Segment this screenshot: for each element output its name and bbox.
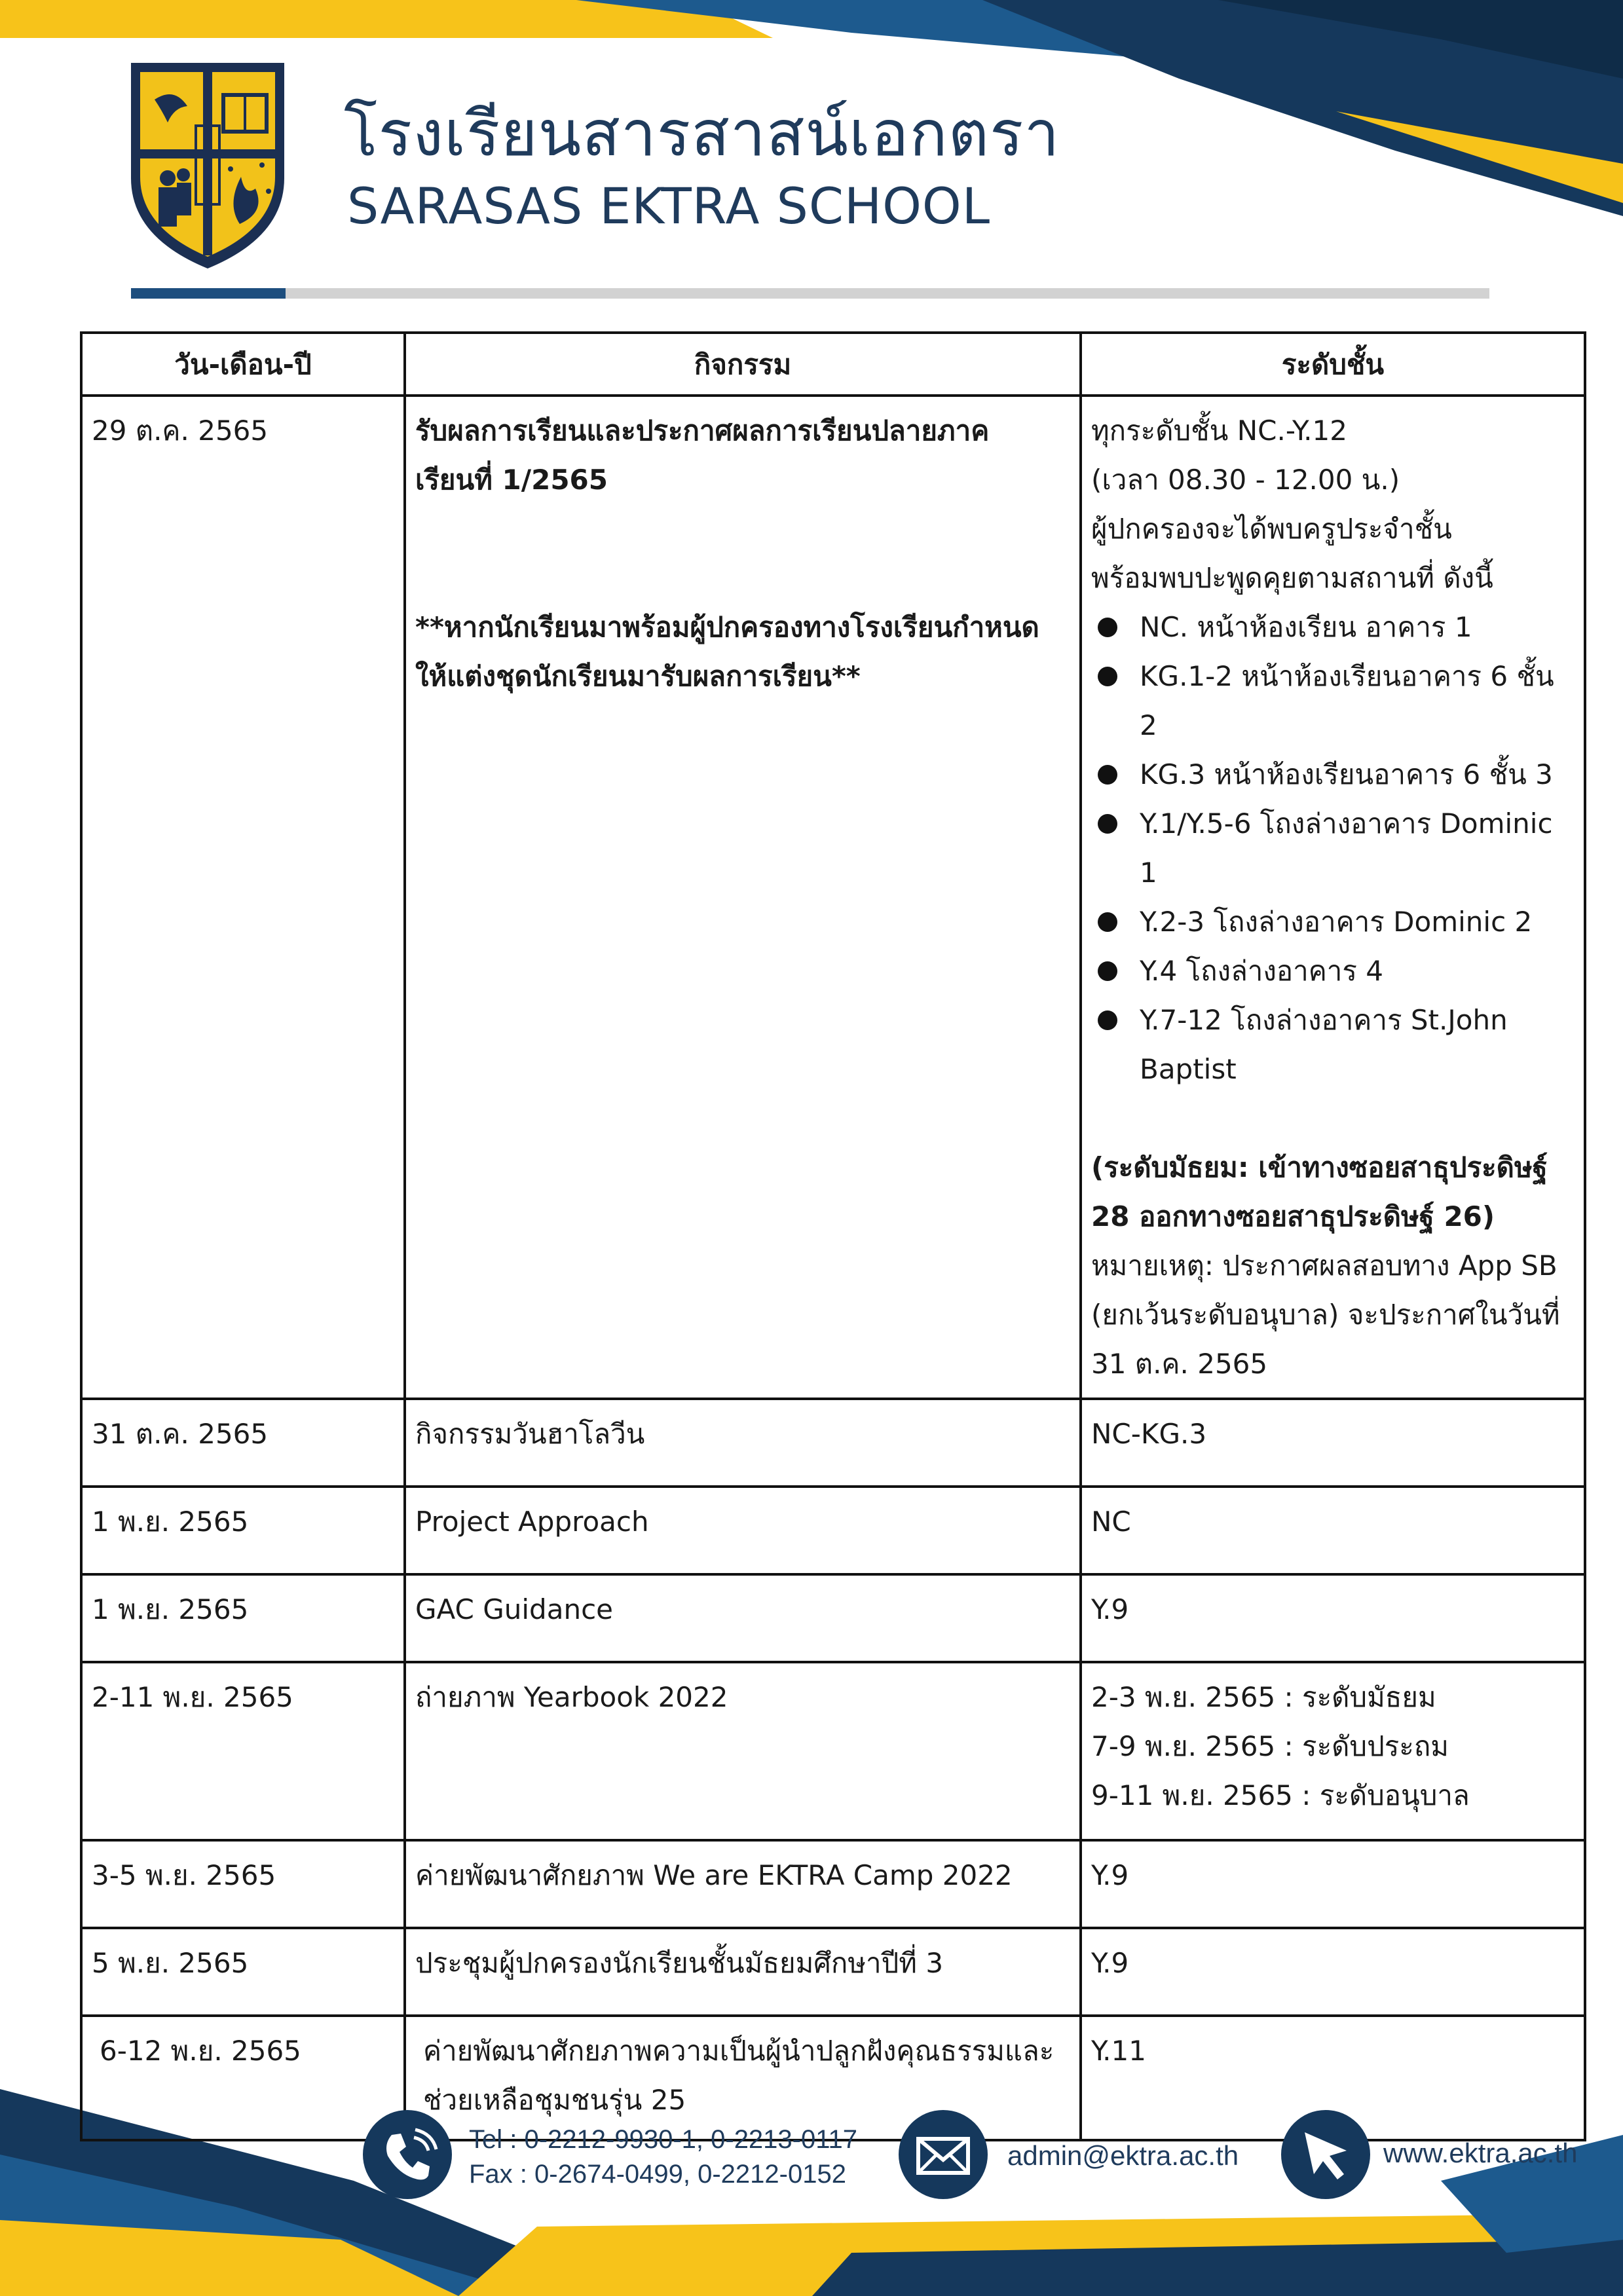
activity-cell: Project Approach [405, 1487, 1081, 1574]
place-text: KG.1-2 หน้าห้องเรียนอาคาร 6 ชั้น 2 [1140, 660, 1554, 741]
date-cell: 31 ต.ค. 2565 [81, 1399, 405, 1487]
dress-note-line-2: ให้แต่งชุดนักเรียนมารับผลการเรียน** [415, 660, 861, 692]
mail-icon [899, 2110, 988, 2199]
bullet-icon [1098, 618, 1117, 637]
level-cell: Y.11 [1081, 2016, 1585, 2140]
meeting-places-list [1091, 602, 1575, 1094]
level-line-1: 2-3 พ.ย. 2565 : ระดับมัธยม [1091, 1681, 1436, 1713]
level-line-3: 9-11 พ.ย. 2565 : ระดับอนุบาล [1091, 1779, 1470, 1811]
place-text: Y.1/Y.5-6 โถงล่างอาคาร Dominic 1 [1140, 807, 1553, 889]
place-text: Y.2-3 โถงล่างอาคาร Dominic 2 [1140, 906, 1533, 938]
table-header-row [81, 333, 1585, 396]
remark-line-1: หมายเหตุ: ประกาศผลสอบทาง App SB [1091, 1250, 1558, 1282]
table-row [81, 1662, 1585, 1840]
level-line-2: 7-9 พ.ย. 2565 : ระดับประถม [1091, 1730, 1449, 1762]
activity-line-2: ช่วยเหลือชุมชนรุ่น 25 [423, 2084, 686, 2116]
place-text: Y.7-12 โถงล่างอาคาร St.John [1140, 1004, 1508, 1036]
activity-cell: GAC Guidance [405, 1574, 1081, 1662]
list-item [1091, 897, 1575, 946]
place-text: Baptist [1140, 1053, 1237, 1085]
remark-line-3: 31 ต.ค. 2565 [1091, 1348, 1268, 1380]
table-row [81, 1487, 1585, 1574]
table-row [81, 396, 1585, 1399]
level-line-2: (เวลา 08.30 - 12.00 น.) [1091, 464, 1400, 496]
cursor-icon [1281, 2110, 1370, 2199]
list-item [1091, 995, 1575, 1045]
list-item [1091, 946, 1575, 995]
activity-title-line-2: เรียนที่ 1/2565 [415, 464, 608, 496]
place-text: Y.4 โถงล่างอาคาร 4 [1140, 955, 1384, 987]
school-crest-icon [128, 60, 287, 271]
level-cell: Y.9 [1081, 1928, 1585, 2016]
level-cell: Y.9 [1081, 1840, 1585, 1928]
dress-note-line-1: **หากนักเรียนมาพร้อมผู้ปกครองทางโรงเรียนกำหนด [415, 611, 1039, 643]
list-item [1091, 799, 1575, 897]
header-rule [286, 288, 1489, 299]
secondary-route-line-1: (ระดับมัธยม: เข้าทางซอยสาธุประดิษฐ์ [1091, 1151, 1548, 1183]
activity-cell: ค่ายพัฒนาศักยภาพ We are EKTRA Camp 2022 [405, 1840, 1081, 1928]
spacer [415, 504, 1070, 602]
list-item [1091, 602, 1575, 652]
bullet-icon [1098, 1010, 1117, 1030]
secondary-route-line-2: 28 ออกทางซอยสาธุประดิษฐ์ 26) [1091, 1200, 1495, 1232]
date-cell [81, 396, 405, 1399]
bullet-icon [1098, 961, 1117, 981]
remark-line-2: (ยกเว้นระดับอนุบาล) จะประกาศในวันที่ [1091, 1299, 1560, 1331]
level-cell [1081, 1662, 1585, 1840]
list-item [1091, 750, 1575, 799]
activity-title-line-1: รับผลการเรียนและประกาศผลการเรียนปลายภาค [415, 415, 990, 447]
date-text: 29 ต.ค. 2565 [92, 415, 269, 447]
column-header-level: ระดับชั้น [1081, 333, 1585, 396]
phone-icon [363, 2110, 452, 2199]
table-row [81, 1574, 1585, 1662]
date-cell: 3-5 พ.ย. 2565 [81, 1840, 405, 1928]
place-text: KG.3 หน้าห้องเรียนอาคาร 6 ชั้น 3 [1140, 758, 1553, 790]
table-row [81, 1928, 1585, 2016]
level-cell: NC-KG.3 [1081, 1399, 1585, 1487]
activity-cell: ถ่ายภาพ Yearbook 2022 [405, 1662, 1081, 1840]
column-header-activity: กิจกรรม [405, 333, 1081, 396]
footer-website[interactable]: www.ektra.ac.th [1383, 2138, 1578, 2168]
list-item-continued [1091, 1045, 1575, 1094]
date-cell: 1 พ.ย. 2565 [81, 1487, 405, 1574]
date-cell [81, 2016, 405, 2140]
level-line-3: ผู้ปกครองจะได้พบครูประจำชั้น [1091, 513, 1452, 545]
spacer [1091, 1094, 1575, 1143]
level-line-4: พร้อมพบปะพูดคุยตามสถานที่ ดังนี้ [1091, 562, 1493, 594]
place-text: NC. หน้าห้องเรียน อาคาร 1 [1140, 611, 1472, 643]
level-line-1: ทุกระดับชั้น NC.-Y.12 [1091, 415, 1347, 447]
school-name-english: SARASAS EKTRA SCHOOL [347, 177, 991, 235]
level-cell [1081, 396, 1585, 1399]
level-cell: Y.9 [1081, 1574, 1585, 1662]
table-row [81, 1399, 1585, 1487]
footer-tel: Tel : 0-2212-9930-1, 0-2213-0117 [469, 2125, 858, 2154]
list-item [1091, 652, 1575, 750]
table-row [81, 1840, 1585, 1928]
activity-schedule-table [80, 331, 1586, 2141]
header-rule-accent [131, 288, 286, 299]
footer-email[interactable]: admin@ektra.ac.th [1007, 2140, 1239, 2171]
bullet-icon [1098, 912, 1117, 932]
column-header-date: วัน-เดือน-ปี [81, 333, 405, 396]
date-cell: 1 พ.ย. 2565 [81, 1574, 405, 1662]
date-cell: 2-11 พ.ย. 2565 [81, 1662, 405, 1840]
bullet-icon [1098, 765, 1117, 785]
level-cell: NC [1081, 1487, 1585, 1574]
school-name-thai: โรงเรียนสารสาสน์เอกตรา [344, 97, 1060, 170]
date-cell: 5 พ.ย. 2565 [81, 1928, 405, 2016]
bullet-icon [1098, 667, 1117, 686]
bullet-icon [1098, 814, 1117, 834]
activity-cell [405, 396, 1081, 1399]
footer-fax: Fax : 0-2674-0499, 0-2212-0152 [469, 2160, 846, 2189]
activity-line-1: ค่ายพัฒนาศักยภาพความเป็นผู้นำปลูกฝังคุณธรรมและ [423, 2035, 1054, 2067]
activity-cell: กิจกรรมวันฮาโลวีน [405, 1399, 1081, 1487]
date-text: 6-12 พ.ย. 2565 [100, 2035, 301, 2067]
activity-cell: ประชุมผู้ปกครองนักเรียนชั้นมัธยมศึกษาปีที่ 3 [405, 1928, 1081, 2016]
